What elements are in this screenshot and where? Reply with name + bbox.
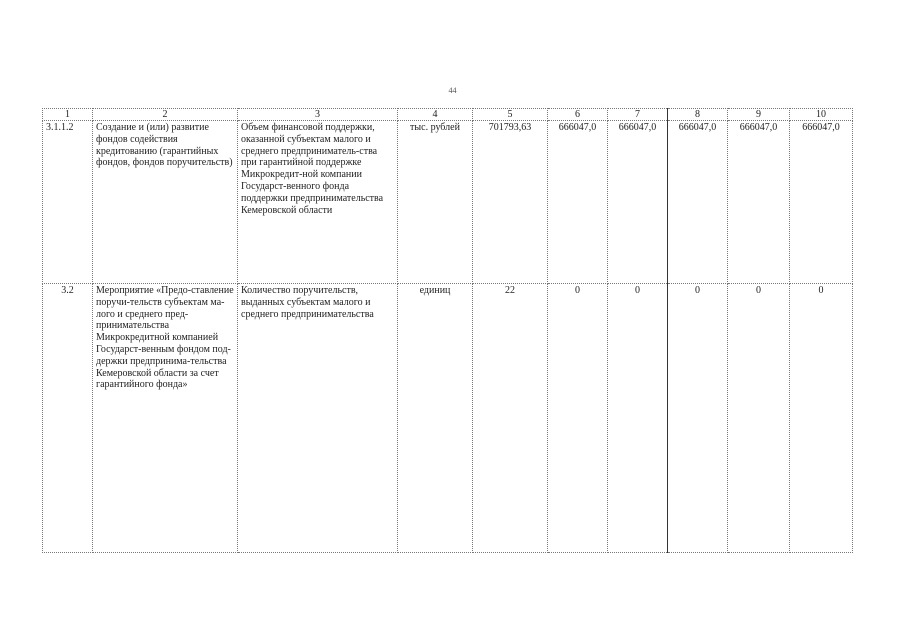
row-value: 666047,0 — [728, 121, 790, 284]
row-indicator: Количество поручительств, выданных субъектам малого и среднего предпринимательства — [238, 284, 398, 553]
data-table — [42, 108, 853, 553]
column-header: 6 — [548, 109, 608, 121]
column-header: 5 — [473, 109, 548, 121]
row-value: 666047,0 — [548, 121, 608, 284]
table-row — [43, 284, 853, 553]
row-value: 701793,63 — [473, 121, 548, 284]
row-name: Создание и (или) развитие фондов содействия кредитованию (гарантийных фондов, фондов поручительств) — [93, 121, 238, 284]
row-value: 666047,0 — [668, 121, 728, 284]
column-header: 10 — [790, 109, 853, 121]
row-name: Мероприятие «Предо-ставление поручи-тельств субъектам ма-лого и среднего пред-принимательства Микрокредитной компанией Государст-венным фондом под-держки предпринима-тельства Кемеровской области за счет гарантийного фонда» — [93, 284, 238, 553]
column-header: 7 — [608, 109, 668, 121]
row-code: 3.2 — [43, 284, 93, 553]
table-header-row — [43, 109, 853, 121]
page-number: 44 — [448, 86, 457, 95]
row-value: 0 — [668, 284, 728, 553]
column-header: 3 — [238, 109, 398, 121]
row-value: 0 — [790, 284, 853, 553]
column-header: 9 — [728, 109, 790, 121]
row-value: 0 — [728, 284, 790, 553]
table-row — [43, 121, 853, 284]
row-value: 0 — [548, 284, 608, 553]
row-unit: тыс. рублей — [398, 121, 473, 284]
row-value: 666047,0 — [790, 121, 853, 284]
row-value: 0 — [608, 284, 668, 553]
row-value: 666047,0 — [608, 121, 668, 284]
column-header: 8 — [668, 109, 728, 121]
column-header: 4 — [398, 109, 473, 121]
row-code: 3.1.1.2 — [43, 121, 93, 284]
column-header: 2 — [93, 109, 238, 121]
row-value: 22 — [473, 284, 548, 553]
column-header: 1 — [43, 109, 93, 121]
row-indicator: Объем финансовой поддержки, оказанной субъектам малого и среднего предприниматель-ства при гарантийной поддержке Микрокредит-ной компании Государст-венного фонда поддержки предпринимательства Кемеровской области — [238, 121, 398, 284]
row-unit: единиц — [398, 284, 473, 553]
